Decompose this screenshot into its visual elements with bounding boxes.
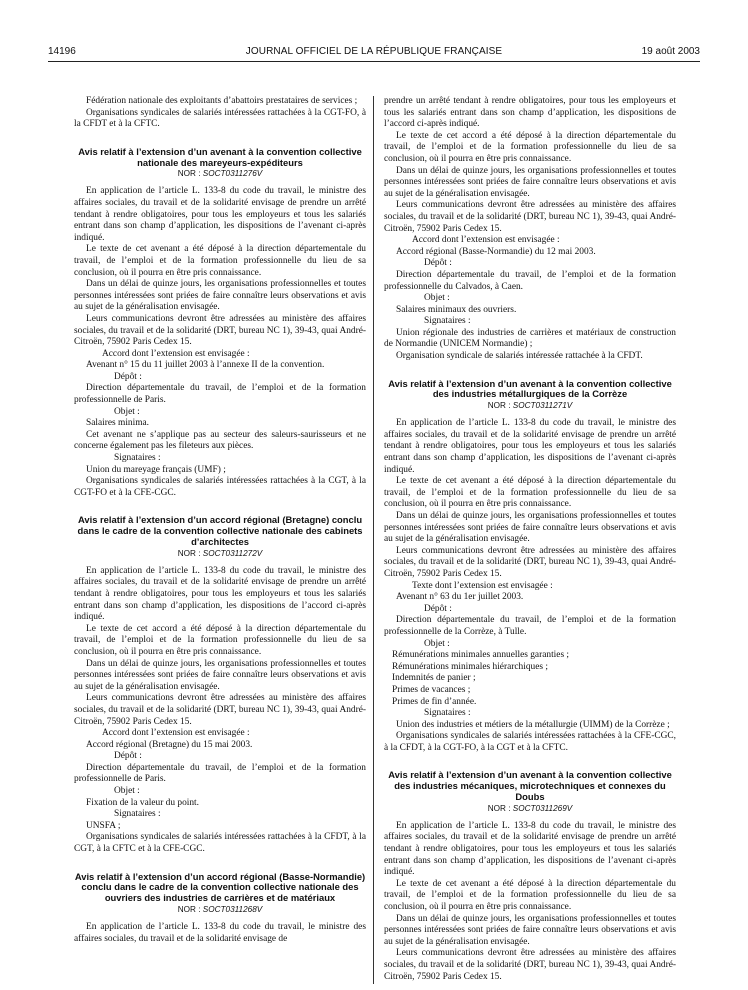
nor-reference (74, 548, 366, 560)
field-value: Organisations syndicales de salariés intéressées rattachées à la CGT, à la CGT-FO et à la CFE-CGC. (74, 476, 366, 498)
right-column (384, 96, 676, 983)
field-label: Objet : (114, 786, 140, 797)
field-value: Accord régional (Basse-Normandie) du 12 mai 2003. (396, 246, 596, 257)
paragraph: Leurs communications devront être adressées au ministère des affaires sociales, du travail et de la solidarité (DRT, bureau NC 1), 39-43, quai André-Citroën, 75902 Paris Cedex 15. (74, 313, 366, 348)
objet-item: Rémunérations minimales hiérarchiques ; (392, 661, 548, 672)
field-label: Signataires : (114, 809, 161, 820)
paragraph: Le texte de cet avenant a été déposé à la direction départementale du travail, de l’emploi et de la formation professionnelle du lieu de sa conclusion, où il pourra en être pris connaissance. (74, 244, 366, 278)
intro-paragraph: Organisations syndicales de salariés intéressées rattachées à la CGT-FO, à la CFDT et à la CFTC. (74, 107, 366, 130)
field-label: Texte dont l’extension est envisagée : (412, 580, 553, 591)
notice-architectes (74, 515, 366, 855)
paragraph: Le texte de cet avenant a été déposé à la direction départementale du travail, de l’emploi et de la formation professionnelle du lieu de sa conclusion, où il pourra en être pris connaissance. (384, 878, 676, 913)
field-label: Dépôt : (424, 258, 452, 269)
nor-code: SOCT0311271V (512, 401, 573, 411)
nor-code: SOCT0311272V (202, 548, 263, 558)
notice-title: Avis relatif à l’extension d’un avenant à la convention collective nationale des mareyeurs-expéditeurs (78, 145, 362, 168)
paragraph: Le texte de cet avenant a été déposé à la direction départementale du travail, de l’emploi et de la formation professionnelle du lieu de sa conclusion, où il pourra en être pris connaissance. (384, 476, 676, 510)
field-value: Accord régional (Bretagne) du 15 mai 2003. (86, 739, 253, 750)
field-value: Union du mareyage français (UMF) ; (86, 464, 226, 475)
nor-code: SOCT0311268V (202, 905, 263, 915)
field-value: Union régionale des industries de carrières et matériaux de construction de Normandie (UNICEM Normandie) ; (384, 327, 676, 350)
notice-title: Avis relatif à l’extension d’un accord régional (Bretagne) conclu dans le cadre de la convention collective nationale des cabinets d’architectes (77, 514, 363, 547)
field-value: Direction départementale du travail, de l’emploi et de la formation professionnelle du Calvados, à Caen. (384, 269, 676, 292)
paragraph: En application de l’article L. 133-8 du code du travail, le ministre des affaires sociales, du travail et de la solidarité envisage de prendre un arrêté tendant à rendre obligatoires, pour tous les employeurs et tous les salariés entrant dans son champ d’application, les dispositions de l’accord ci-après indiqué. (74, 565, 366, 623)
nor-reference (74, 168, 366, 180)
objet-item: Indemnités de panier ; (392, 673, 476, 684)
paragraph: En application de l’article L. 133-8 du code du travail, le ministre des affaires sociales, du travail et de la solidarité envisage de prendre un arrêté tendant à rendre obligatoires, pour tous les employeurs et tous les salariés entrant dans son champ d’application, les dispositions de l’avenant ci-après indiqué. (384, 418, 676, 475)
header-rule (48, 61, 700, 62)
field-label: Signataires : (424, 316, 471, 327)
nor-reference (384, 400, 676, 412)
intro-paragraph: Fédération nationale des exploitants d’abattoirs prestataires de services ; (86, 96, 358, 106)
paragraph: En application de l’article L. 133-8 du code du travail, le ministre des affaires sociales, du travail et de la solidarité envisage de prendre un arrêté tendant à rendre obligatoires, pour tous les employeurs et tous les salariés entrant dans son champ d’application, les dispositions de l’avenant ci-après indiqué. (384, 820, 676, 878)
field-value: Union des industries et métiers de la métallurgie (UIMM) de la Corrèze ; (396, 719, 670, 730)
field-value: Cet avenant ne s’applique pas au secteur des saleurs-saurisseurs et ne concerne également pas les fileteurs aux pièces. (74, 429, 366, 452)
field-value: Salaires minima. (86, 418, 150, 429)
field-label: Objet : (424, 638, 450, 649)
nor-label: NOR : (177, 169, 201, 179)
paragraph: prendre un arrêté tendant à rendre obligatoires, pour tous les employeurs et tous les salariés entrant dans son champ d’application, les dispositions de l’accord ci-après indiqué. (384, 96, 676, 130)
field-label: Accord dont l’extension est envisagée : (102, 728, 250, 739)
page-number: 14196 (48, 46, 76, 57)
field-label: Accord dont l’extension est envisagée : (102, 348, 250, 359)
field-value: Fixation de la valeur du point. (86, 797, 199, 808)
field-value: Organisation syndicale de salariés intéressée rattachée à la CFDT. (396, 351, 643, 362)
notice-title: Avis relatif à l’extension d’un avenant à la convention collective des industries métallurgiques de la Corrèze (388, 377, 672, 400)
field-label: Objet : (424, 293, 450, 304)
notice-carrieres-continued (384, 96, 676, 363)
notice-carrieres (74, 872, 366, 946)
paragraph: Dans un délai de quinze jours, les organisations professionnelles et toutes personnes intéressées sont priées de faire connaître leurs observations et avis au sujet de la généralisation envisagée. (384, 511, 676, 545)
paragraph: Le texte de cet accord a été déposé à la direction départementale du travail, de l’emploi et de la formation professionnelle du lieu de sa conclusion, où il pourra en être pris connaissance. (384, 130, 676, 164)
field-value: Salaires minimaux des ouvriers. (396, 304, 517, 315)
field-value: Direction départementale du travail, de l’emploi et de la formation professionnelle de Paris. (74, 383, 366, 406)
field-value: Avenant n° 63 du 1er juillet 2003. (396, 592, 524, 603)
paragraph: Leurs communications devront être adressées au ministère des affaires sociales, du travail et de la solidarité (DRT, bureau NC 1), 39-43, quai André-Citroën, 75902 Paris Cedex 15. (384, 200, 676, 234)
paragraph: Dans un délai de quinze jours, les organisations professionnelles et toutes personnes intéressées sont priées de faire connaître leurs observations et avis au sujet de la généralisation envisagée. (384, 913, 676, 947)
nor-code: SOCT0311276V (202, 169, 263, 179)
notice-mecanique-doubs (384, 770, 676, 983)
field-label: Accord dont l’extension est envisagée : (412, 235, 560, 246)
paragraph: Leurs communications devront être adressées au ministère des affaires sociales, du travail et de la solidarité (DRT, bureau NC 1), 39-43, quai André-Citroën, 75902 Paris Cedex 15. (384, 948, 676, 982)
page-header (48, 46, 700, 62)
left-column (74, 96, 366, 945)
field-label: Dépôt : (424, 603, 452, 614)
nor-label: NOR : (487, 803, 511, 813)
field-value: Direction départementale du travail, de l’emploi et de la formation professionnelle de Paris. (74, 762, 366, 785)
objet-item: Primes de vacances ; (392, 684, 471, 695)
paragraph: Dans un délai de quinze jours, les organisations professionnelles et toutes personnes intéressées sont priées de faire connaître leurs observations et avis au sujet de la généralisation envisagée. (74, 279, 366, 313)
nor-code: SOCT0311269V (512, 803, 573, 813)
nor-label: NOR : (177, 905, 201, 915)
paragraph: En application de l’article L. 133-8 du code du travail, le ministre des affaires sociales, du travail et de la solidarité envisage de prendre un arrêté tendant à rendre obligatoires, pour tous les employeurs et tous les salariés entrant dans son champ d’application, les dispositions de l’avenant ci-après indiqué. (74, 186, 366, 243)
paragraph: Leurs communications devront être adressées au ministère des affaires sociales, du travail et de la solidarité (DRT, bureau NC 1), 39-43, quai André-Citroën, 75902 Paris Cedex 15. (384, 545, 676, 579)
paragraph: Dans un délai de quinze jours, les organisations professionnelles et toutes personnes intéressées sont priées de faire connaître leurs observations et avis au sujet de la généralisation envisagée. (384, 165, 676, 199)
field-label: Signataires : (424, 708, 471, 719)
field-label: Dépôt : (114, 751, 142, 762)
nor-label: NOR : (177, 548, 201, 558)
paragraph: Dans un délai de quinze jours, les organisations professionnelles et toutes personnes intéressées sont priées de faire connaître leurs observations et avis au sujet de la généralisation envisagée. (74, 658, 366, 692)
column-separator (373, 96, 374, 984)
notice-metallurgie-correze (384, 379, 676, 755)
journal-title: JOURNAL OFFICIEL DE LA RÉPUBLIQUE FRANÇAISE (245, 46, 503, 57)
paragraph: En application de l’article L. 133-8 du code du travail, le ministre des affaires sociales, du travail et de la solidarité envisage de (74, 922, 366, 944)
paragraph: Le texte de cet accord a été déposé à la direction départementale du travail, de l’emploi et de la formation professionnelle du lieu de sa conclusion, où il pourra en être pris connaissance. (74, 623, 366, 657)
field-label: Signataires : (114, 453, 161, 464)
field-value: Organisations syndicales de salariés intéressées rattachées à la CFDT, à la CGT, à la CFTC et à la CFE-CGC. (74, 832, 366, 855)
field-value: UNSFA ; (86, 820, 121, 831)
notice-title: Avis relatif à l’extension d’un avenant à la convention collective des industries mécaniques, microtechniques et connexes du Doubs (388, 769, 672, 803)
nor-reference (74, 904, 366, 916)
nor-label: NOR : (487, 401, 511, 411)
objet-item: Rémunérations minimales annuelles garanties ; (392, 650, 570, 661)
field-label: Dépôt : (114, 371, 142, 382)
objet-item: Primes de fin d’année. (392, 696, 477, 707)
notice-title: Avis relatif à l’extension d’un accord régional (Basse-Normandie) conclu dans le cadre de la convention collective nationale des ouvriers des industries de carrières et de matériaux (74, 870, 366, 904)
field-label: Objet : (114, 406, 140, 417)
paragraph: Leurs communications devront être adressées au ministère des affaires sociales, du travail et de la solidarité (DRT, bureau NC 1), 39-43, quai André-Citroën, 75902 Paris Cedex 15. (74, 693, 366, 727)
nor-reference (384, 803, 676, 815)
notice-mareyeurs (74, 147, 366, 500)
field-value: Avenant n° 15 du 11 juillet 2003 à l’annexe II de la convention. (86, 360, 325, 371)
issue-date: 19 août 2003 (641, 46, 700, 57)
field-value: Direction départementale du travail, de l’emploi et de la formation professionnelle de la Corrèze, à Tulle. (384, 615, 676, 637)
field-value: Organisations syndicales de salariés intéressées rattachées à la CFE-CGC, à la CFDT, à la CGT-FO, à la CGT et à la CFTC. (384, 731, 676, 753)
